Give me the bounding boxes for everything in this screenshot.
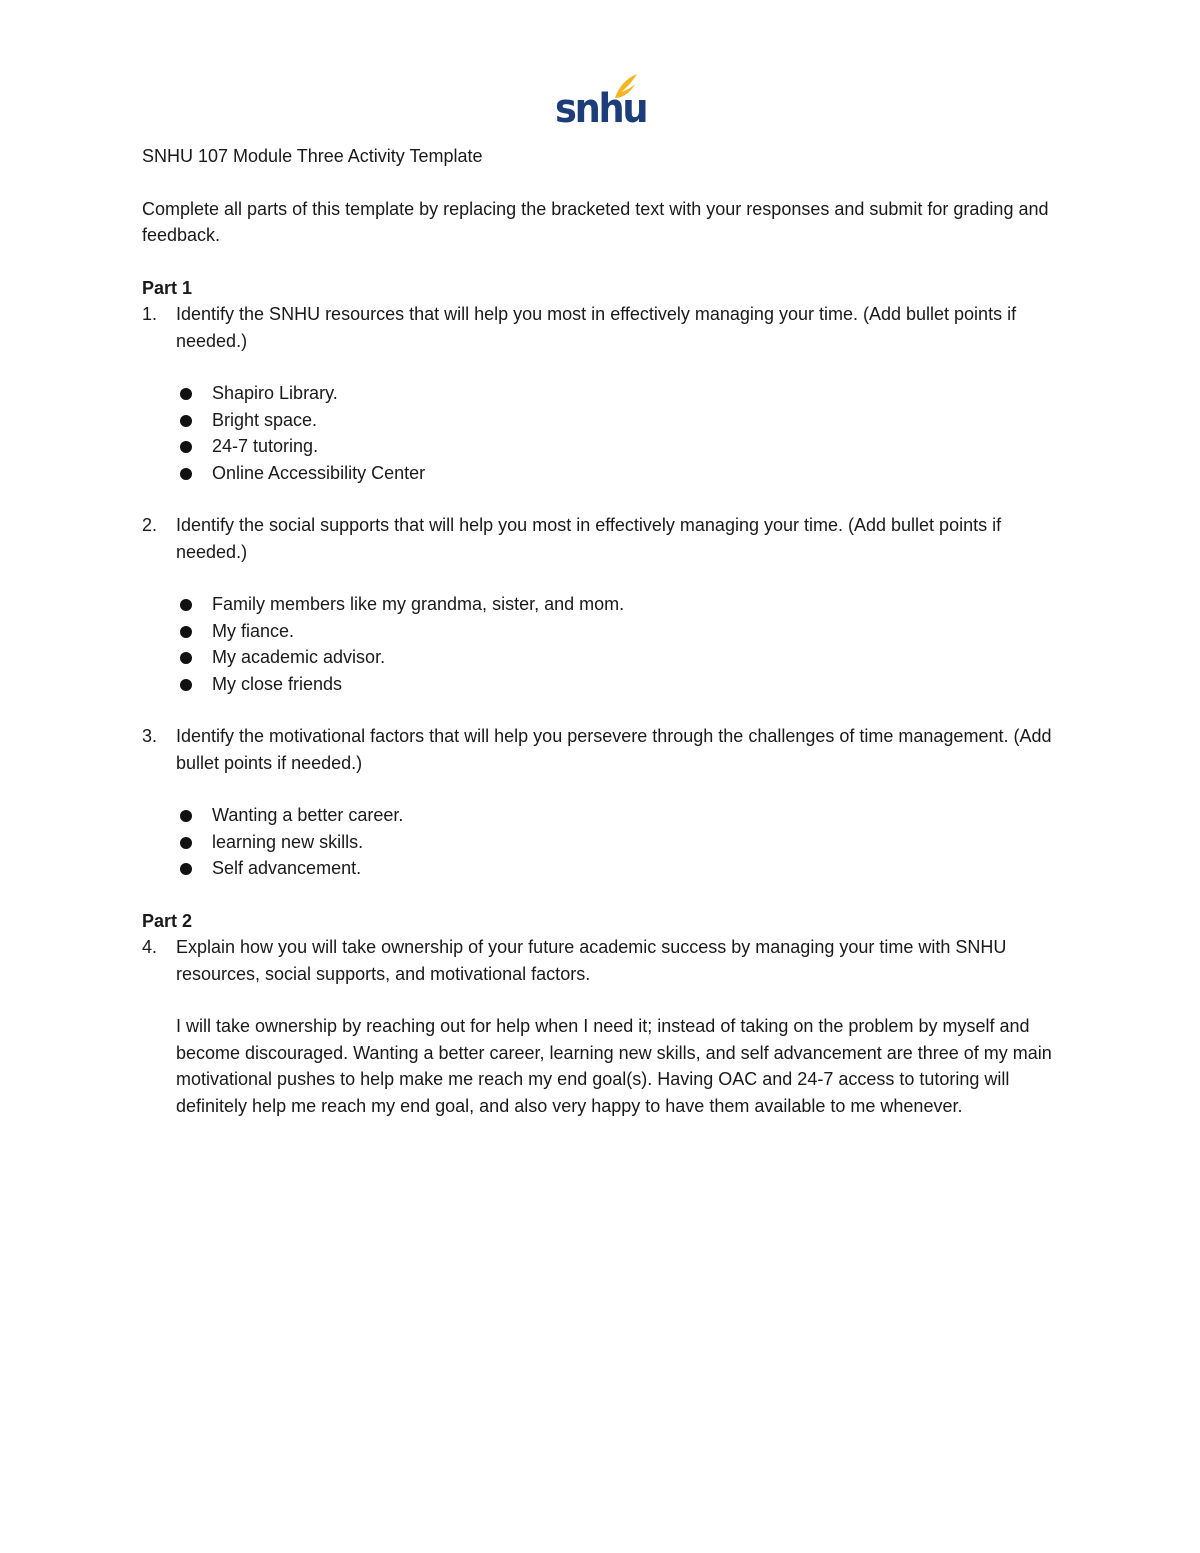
question-text: Identify the social supports that will help you most in effectively managing your time. (Add bullet points if needed.) [176, 515, 1002, 562]
question-3 [142, 723, 1062, 776]
part-2-heading: Part 2 [142, 910, 193, 931]
bullet-list [142, 802, 1062, 882]
answer-paragraph: I will take ownership by reaching out for help when I need it; instead of taking on the problem by myself and become discouraged. Wanting a better career, learning new skills, and self advancement are three of my main motivational pushes to help make me reach my end goal(s). Having OAC and 24-7 access to tutoring will definitely help me reach my end goal, and also very happy to have them available to me whenever. [176, 1016, 1052, 1116]
document-title: SNHU 107 Module Three Activity Template [142, 146, 483, 166]
instructions: Complete all parts of this template by replacing the bracketed text with your responses and submit for grading and feedback. [142, 198, 1049, 245]
list-item: My fiance. [178, 618, 1062, 645]
question-text: Identify the motivational factors that will help you persevere through the challenges of time management. (Add bullet points if needed.) [176, 726, 1052, 773]
question-4 [142, 934, 1062, 987]
list-item: Bright space. [178, 407, 1062, 434]
list-item: Wanting a better career. [178, 802, 1062, 829]
list-item: learning new skills. [178, 829, 1062, 856]
bullet-list [142, 591, 1062, 697]
question-number: 4. [142, 937, 158, 957]
question-text: Explain how you will take ownership of your future academic success by managing your time with SNHU resources, social supports, and motivational factors. [176, 937, 1007, 984]
logo-wordmark: snhu [555, 86, 647, 132]
list-item: Shapiro Library. [178, 380, 1062, 407]
question-2 [142, 512, 1062, 565]
list-item: Online Accessibility Center [178, 460, 1062, 487]
question-text: Identify the SNHU resources that will help you most in effectively managing your time. (Add bullet points if needed.) [176, 304, 1017, 351]
document-body [142, 143, 1062, 1119]
question-1 [142, 301, 1062, 354]
question-number: 2. [142, 515, 158, 535]
list-item: My close friends [178, 671, 1062, 698]
list-item: My academic advisor. [178, 644, 1062, 671]
list-item: Family members like my grandma, sister, and mom. [178, 591, 1062, 618]
list-item: Self advancement. [178, 855, 1062, 882]
list-item: 24-7 tutoring. [178, 433, 1062, 460]
part-1-heading: Part 1 [142, 277, 193, 298]
bullet-list [142, 380, 1062, 486]
question-number: 3. [142, 726, 158, 746]
question-number: 1. [142, 304, 158, 324]
snhu-logo [555, 72, 647, 134]
